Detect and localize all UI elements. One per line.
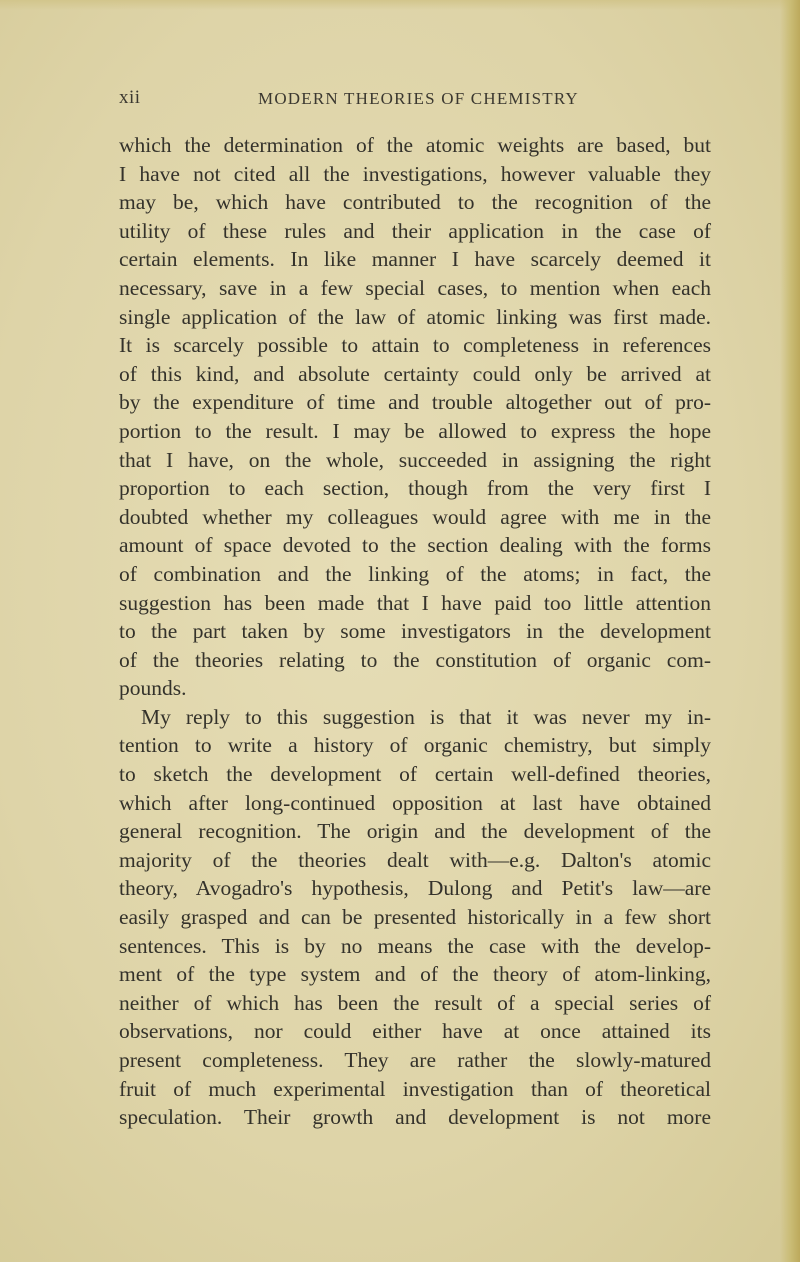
text-line: ment of the type system and of the theory of atom-linking, — [119, 962, 711, 987]
text-line: sentences. This is by no means the case with the develop- — [119, 933, 711, 958]
text-line: doubted whether my colleagues would agree with me in the — [119, 504, 711, 529]
text-line: to the part taken by some investigators in the development — [119, 619, 711, 644]
text-line: general recognition. The origin and the development of the — [119, 819, 711, 844]
text-line: which the determination of the atomic weights are based, but — [119, 133, 711, 157]
text-line: utility of these rules and their application in the case of — [119, 218, 711, 243]
page-number: xii — [119, 87, 141, 108]
text-line: easily grasped and can be presented historically in a few short — [119, 905, 711, 930]
text-line: necessary, save in a few special cases, to mention when each — [119, 275, 711, 300]
text-line: that I have, on the whole, succeeded in assigning the right — [119, 447, 711, 472]
text-line: portion to the result. I may be allowed to express the hope — [119, 418, 711, 443]
text-line: proportion to each section, though from the very first I — [119, 476, 711, 501]
text-line: observations, nor could either have at once attained its — [119, 1019, 711, 1044]
text-line: majority of the theories dealt with—e.g. Dalton's atomic — [119, 847, 711, 872]
text-line: It is scarcely possible to attain to completeness in references — [119, 333, 711, 358]
text-line: of this kind, and absolute certainty could only be arrived at — [119, 361, 711, 386]
running-head-title: MODERN THEORIES OF CHEMISTRY — [258, 89, 579, 108]
text-line: present completeness. They are rather the slowly-matured — [119, 1048, 711, 1072]
text-line: theory, Avogadro's hypothesis, Dulong and Petit's law—are — [119, 876, 711, 901]
paragraph-end-line: pounds. — [119, 676, 187, 701]
body-text — [119, 131, 711, 1132]
text-line: of the theories relating to the constitution of organic com- — [119, 647, 711, 672]
paragraph-start-line: My reply to this suggestion is that it was never my in- — [141, 704, 711, 729]
text-line: by the expenditure of time and trouble altogether out of pro- — [119, 390, 711, 415]
page-edge-shadow — [780, 0, 800, 1262]
text-line: fruit of much experimental investigation than of theoretical — [119, 1076, 711, 1101]
text-line: may be, which have contributed to the recognition of the — [119, 190, 711, 215]
text-line: neither of which has been the result of a special series of — [119, 990, 711, 1015]
text-line: speculation. Their growth and development is not more — [119, 1105, 711, 1130]
text-line: single application of the law of atomic linking was first made. — [119, 304, 711, 329]
running-head — [119, 83, 699, 113]
text-line: certain elements. In like manner I have scarcely deemed it — [119, 247, 711, 272]
text-line: tention to write a history of organic chemistry, but simply — [119, 733, 711, 758]
text-line: of combination and the linking of the atoms; in fact, the — [119, 561, 711, 586]
text-line: suggestion has been made that I have paid too little attention — [119, 590, 711, 615]
text-line: amount of space devoted to the section dealing with the forms — [119, 533, 711, 558]
page-top-shadow — [0, 0, 800, 10]
text-line: which after long-continued opposition at last have obtained — [119, 790, 711, 815]
text-line: I have not cited all the investigations, however valuable they — [119, 161, 711, 186]
text-line: to sketch the development of certain well-defined theories, — [119, 762, 711, 787]
